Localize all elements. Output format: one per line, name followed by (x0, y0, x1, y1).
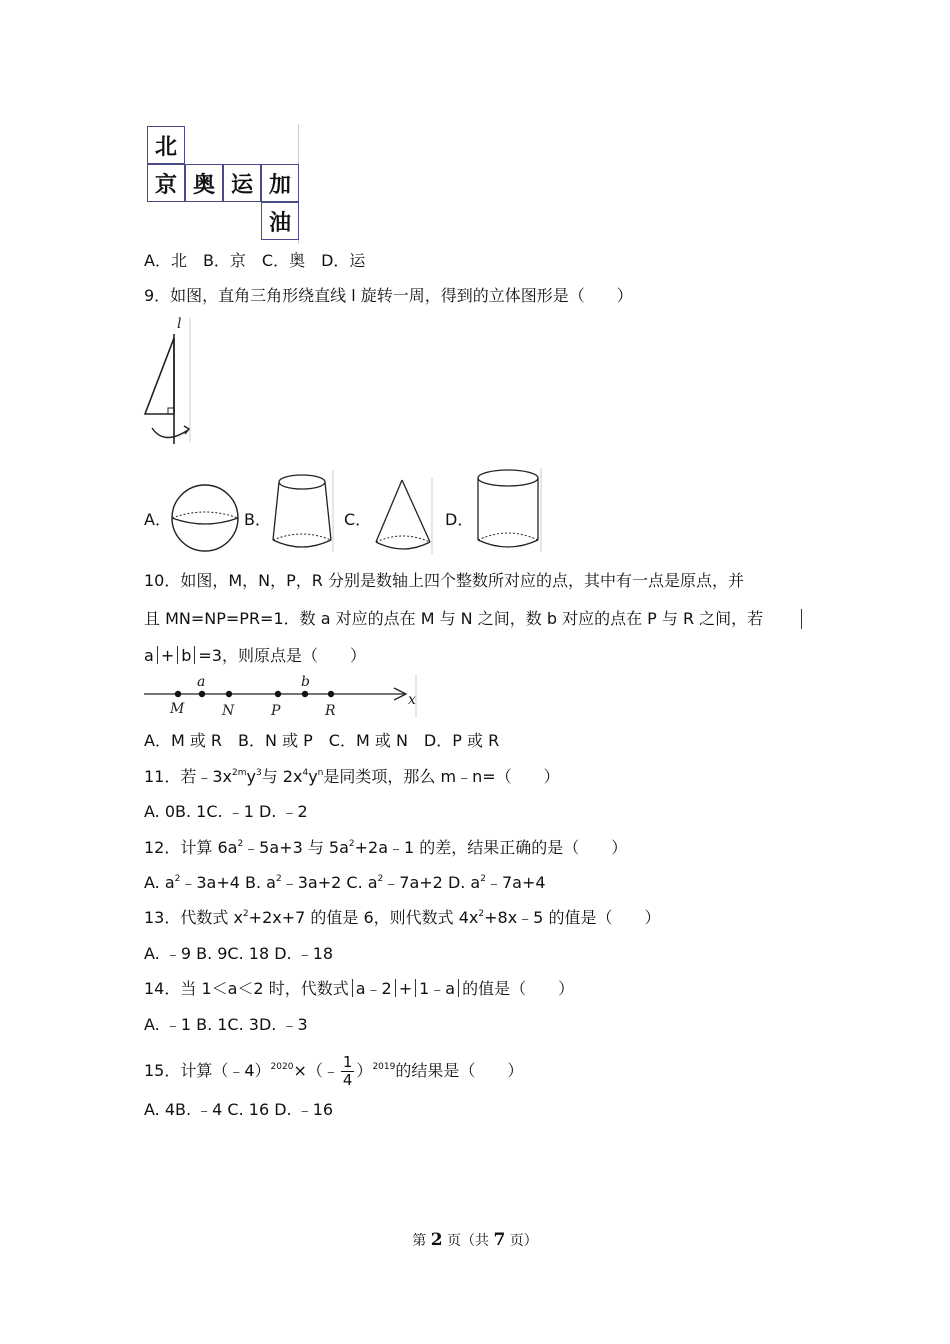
q13-part: +8x﹣5 的值是（ ） (484, 908, 661, 927)
q12-sup: 2 (480, 874, 486, 884)
q13-sup: 2 (242, 909, 249, 919)
q12-opt: ﹣3a+2 C. a (281, 873, 378, 892)
q8-options: A．北 B．京 C．奥 D．运 (144, 251, 366, 270)
fraction-one-quarter (341, 1054, 355, 1089)
q11-options: A. 0B. 1C. ﹣1 D. ﹣2 (144, 802, 308, 821)
q9-option-a-label: A． (144, 510, 171, 529)
q13-stem (144, 908, 660, 928)
footer-text: 页） (505, 1233, 538, 1249)
q9-option-d-label: D． (445, 510, 474, 529)
q10-options: A．M 或 R B．N 或 P C．M 或 N D．P 或 R (144, 731, 500, 750)
q12-opt: ﹣7a+2 D. a (383, 873, 481, 892)
q15-sup: 2020 (270, 1062, 294, 1072)
number-line-figure (142, 674, 422, 720)
q10-line-2: 且 MN=NP=PR=1．数 a 对应的点在 M 与 N 之间，数 b 对应的点在 P 与 R 之间，若 (144, 609, 764, 628)
q11-part: y (246, 767, 256, 786)
q14-part: 的值是（ ） (462, 979, 575, 998)
q11-part: 11．若﹣3x (144, 767, 233, 786)
fraction-numerator: 1 (342, 1053, 353, 1071)
page-footer (0, 1230, 950, 1250)
fraction-denominator: 4 (342, 1071, 353, 1089)
q12-opt: A. a (144, 873, 175, 892)
q14-part: 14．当 1＜a＜2 时，代数式 (144, 979, 349, 998)
point-R (328, 691, 334, 697)
abs-bar (395, 979, 396, 997)
cone-icon (372, 476, 436, 556)
q12-opt: ﹣7a+4 (485, 873, 546, 892)
label-x: x (408, 692, 416, 708)
q13-part: +2x+7 的值是 6，则代数式 4x (248, 908, 479, 927)
q12-stem (144, 838, 627, 858)
point-N (226, 691, 232, 697)
q15-stem (144, 1050, 523, 1092)
q11-sup: 2m (232, 768, 247, 778)
q10-plus: + (160, 646, 175, 665)
q12-part: +2a﹣1 的差，结果正确的是（ ） (354, 838, 628, 857)
net-cell-ao: 奥 (185, 164, 223, 202)
frustum-icon (270, 468, 336, 554)
label-M: M (170, 701, 185, 717)
cylinder-icon (474, 466, 544, 554)
q10-tail: =3，则原点是（ ） (198, 646, 366, 665)
q14-expr: a﹣2 (355, 979, 392, 998)
footer-text: 页（共 (442, 1233, 494, 1249)
abs-bar (194, 646, 195, 664)
q9-option-b-label: B． (244, 510, 271, 529)
q12-part: ﹣5a+3 与 5a (243, 838, 349, 857)
net-cell-yun: 运 (223, 164, 261, 202)
q10-var-a: a (144, 646, 154, 665)
q13-options: A. ﹣9 B. 9C. 18 D. ﹣18 (144, 944, 334, 963)
label-a: a (197, 674, 206, 690)
q12-opt: ﹣3a+4 B. a (180, 873, 276, 892)
q12-sup: 2 (377, 874, 384, 884)
q15-options: A. 4B. ﹣4 C. 16 D. ﹣16 (144, 1100, 334, 1119)
q12-sup: 2 (237, 839, 244, 849)
q11-sup: 3 (255, 768, 262, 778)
q10-var-b: b (181, 646, 192, 665)
q13-part: 13．代数式 x (144, 908, 243, 927)
point-P (275, 691, 281, 697)
q11-sup: n (317, 768, 324, 778)
q14-plus: + (398, 979, 413, 998)
sphere-icon (168, 480, 242, 554)
page-number: 2 (430, 1230, 443, 1250)
abs-bar-right (801, 609, 802, 629)
rotation-triangle-figure (140, 316, 200, 448)
q11-part: 是同类项，那么 m﹣n=（ ） (323, 767, 560, 786)
q12-options (144, 873, 546, 893)
label-b: b (301, 674, 310, 690)
q13-sup: 2 (478, 909, 485, 919)
total-pages: 7 (493, 1230, 506, 1250)
q11-part: 与 2x (261, 767, 303, 786)
net-cell-bei: 北 (147, 126, 185, 164)
q15-part: 的结果是（ ） (395, 1061, 524, 1080)
q15-part: 15．计算（﹣4） (144, 1061, 271, 1080)
q12-sup: 2 (276, 874, 282, 884)
q11-part: y (308, 767, 318, 786)
q12-sup: 2 (348, 839, 355, 849)
q11-stem (144, 767, 560, 787)
abs-bar (177, 646, 178, 664)
net-cell-jing: 京 (147, 164, 185, 202)
net-cell-you: 油 (261, 202, 299, 240)
footer-text: 第 (412, 1233, 431, 1249)
q9-stem: 9．如图，直角三角形绕直线 l 旋转一周，得到的立体图形是（ ） (144, 286, 633, 305)
q14-options: A. ﹣1 B. 1C. 3D. ﹣3 (144, 1015, 308, 1034)
point-b (302, 691, 308, 697)
q15-part: ×（﹣ (293, 1061, 339, 1080)
label-P: P (271, 703, 281, 719)
label-N: N (222, 703, 235, 719)
point-a (199, 691, 205, 697)
abs-bar (415, 979, 416, 997)
q14-stem (144, 979, 574, 999)
q10-line-3 (144, 646, 366, 666)
abs-bar (458, 979, 459, 997)
q11-sup: 4 (302, 768, 309, 778)
q15-sup: 2019 (372, 1062, 396, 1072)
q9-option-c-label: C． (344, 510, 372, 529)
point-M (175, 691, 181, 697)
abs-bar (157, 646, 158, 664)
q14-expr: 1﹣a (419, 979, 456, 998)
label-R: R (325, 703, 336, 719)
q10-line-1: 10．如图，M，N，P，R 分别是数轴上四个整数所对应的点，其中有一点是原点，并 (144, 571, 744, 590)
q12-part: 12．计算 6a (144, 838, 238, 857)
q12-sup: 2 (174, 874, 181, 884)
net-cell-jia: 加 (261, 164, 299, 202)
abs-bar (352, 979, 353, 997)
cube-net-figure (144, 124, 304, 244)
axis-label-l: l (177, 316, 182, 332)
q15-part: ） (356, 1061, 373, 1080)
